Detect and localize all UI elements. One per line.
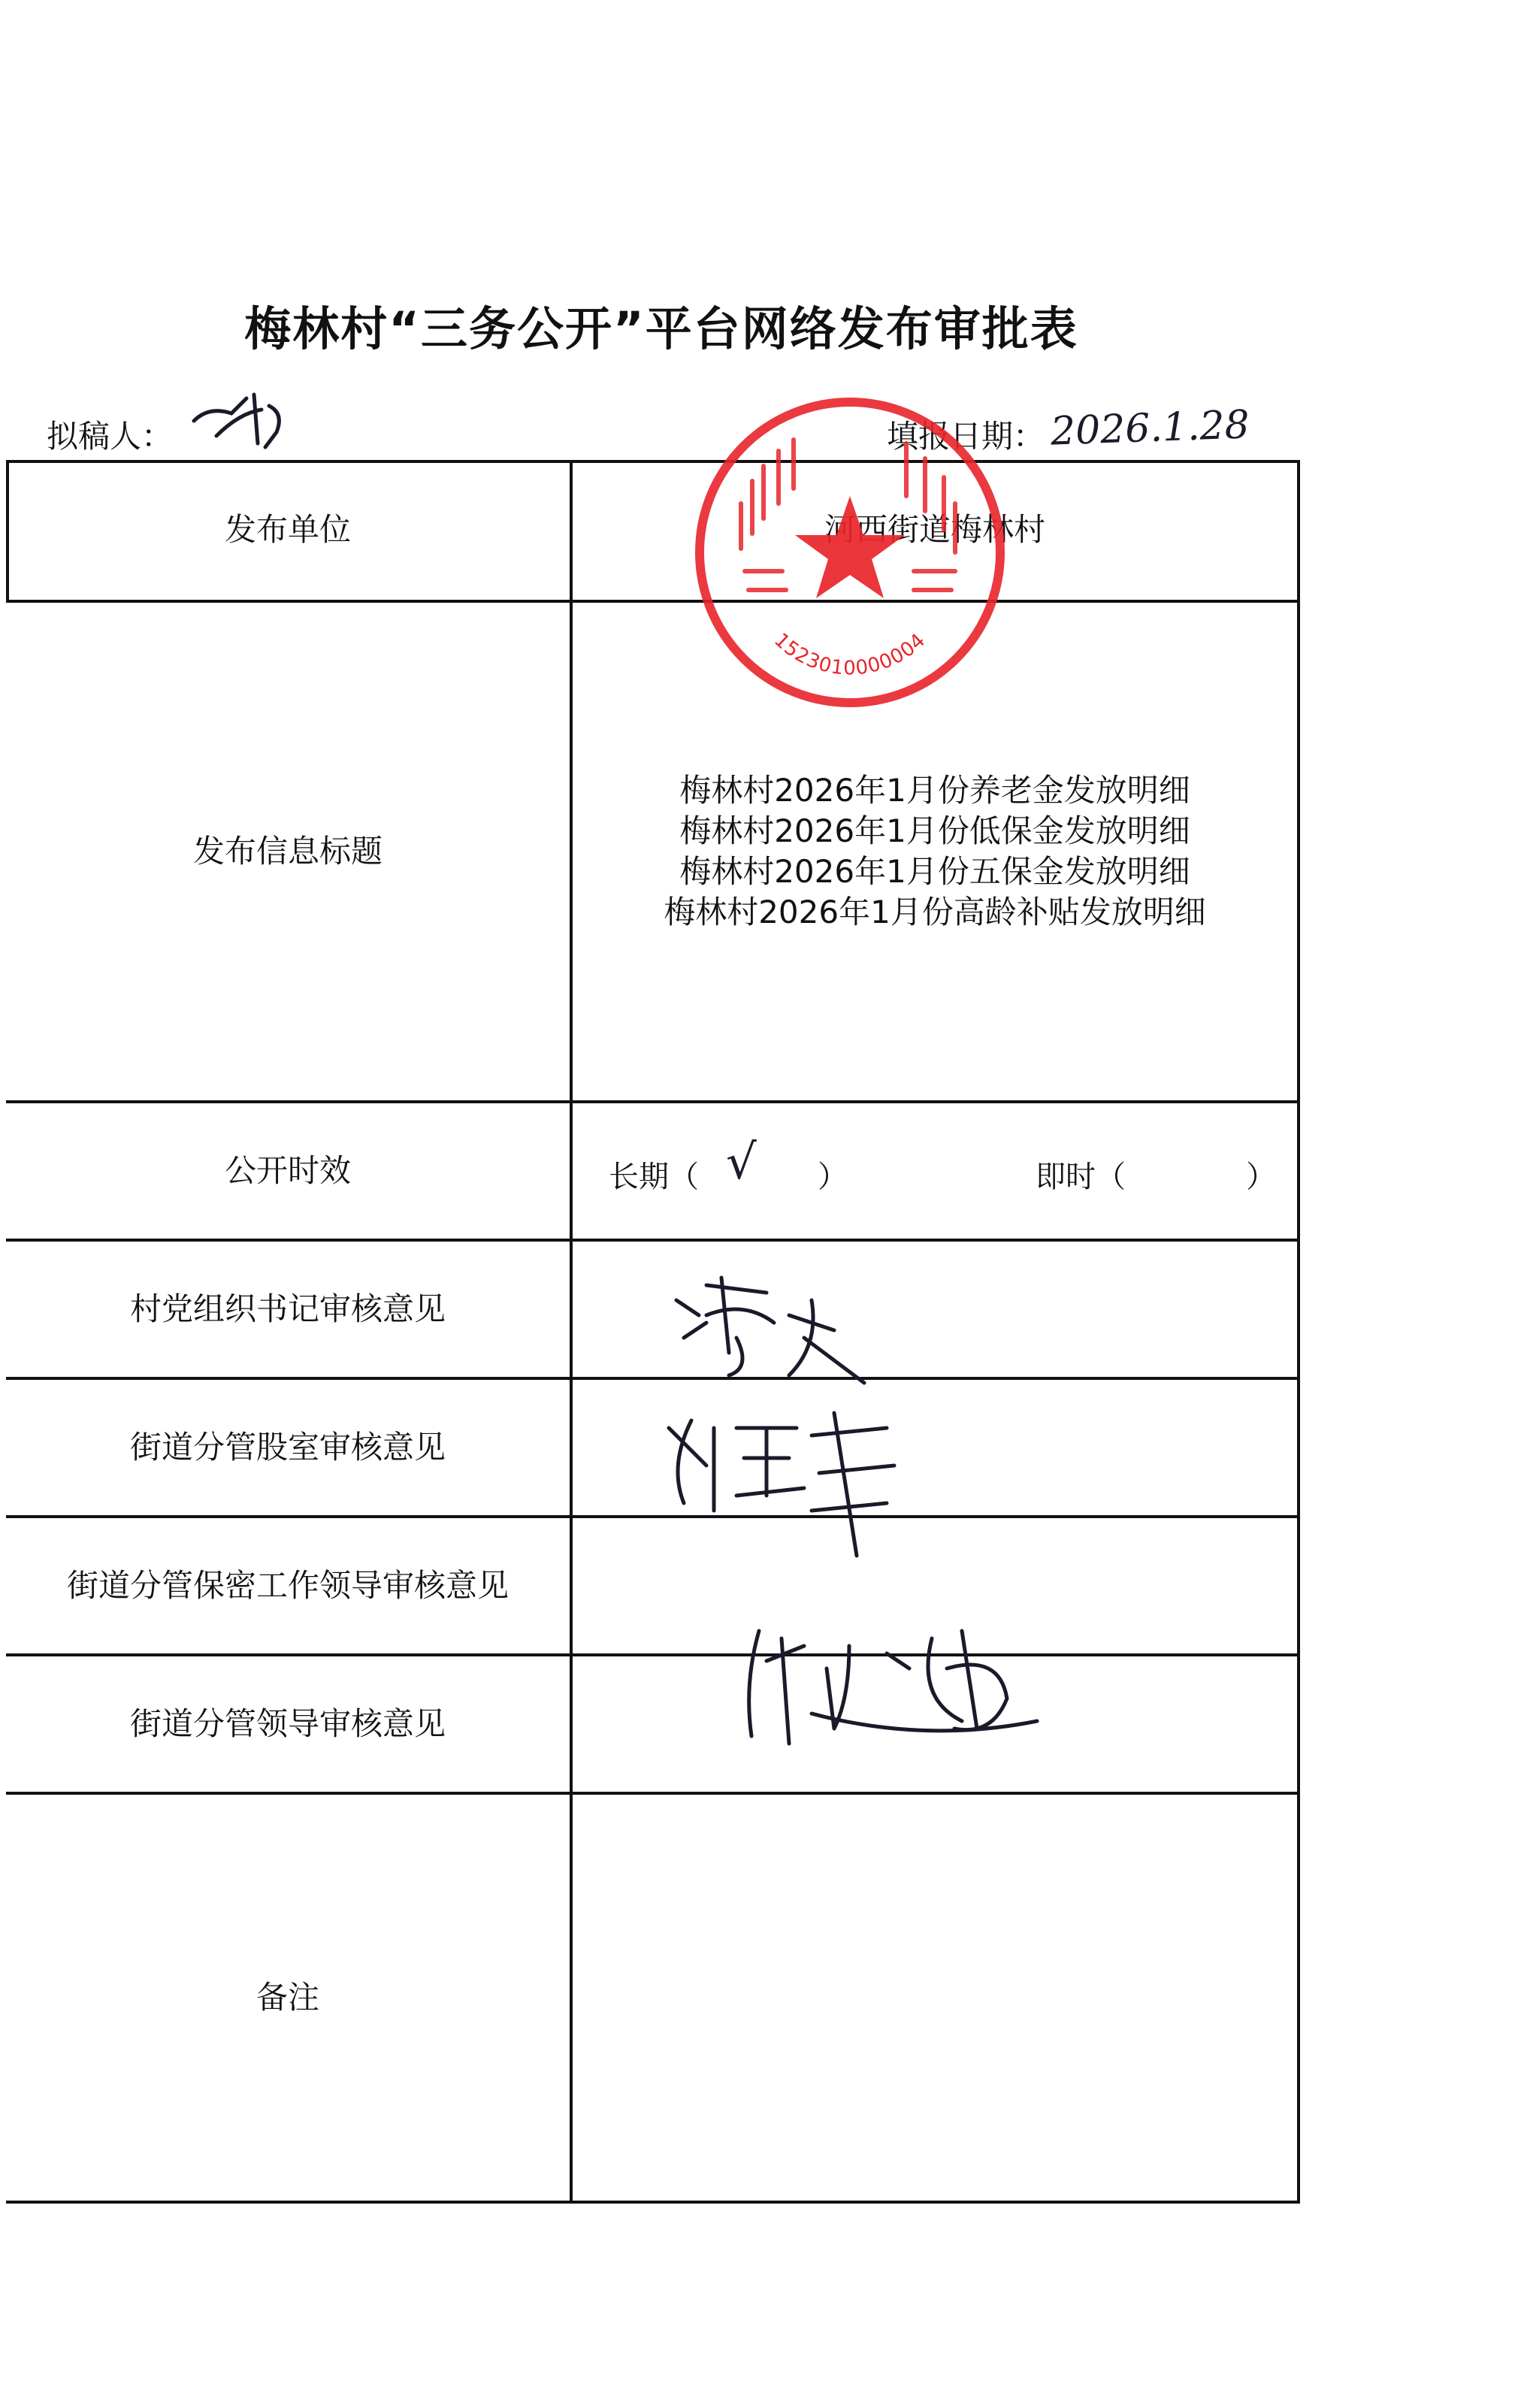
form-title: 梅林村“三务公开”平台网络发布审批表 bbox=[244, 301, 1078, 356]
remarks-label: 备注 bbox=[256, 1978, 319, 2016]
validity-label: 公开时效 bbox=[224, 1151, 351, 1189]
date-value: 2026.1.28 bbox=[1050, 402, 1250, 455]
svg-text:1523010000004 bbox=[770, 629, 930, 680]
long-term-option: 长期（ bbox=[609, 1160, 699, 1194]
long-term-close: ） bbox=[818, 1160, 848, 1194]
titles-label: 发布信息标题 bbox=[192, 832, 383, 870]
immediate-option: 即时（ bbox=[1036, 1160, 1126, 1194]
secretary-signature bbox=[661, 1270, 887, 1390]
secretary-label: 村党组织书记审核意见 bbox=[129, 1290, 446, 1327]
immediate-close: ） bbox=[1246, 1160, 1276, 1194]
publisher-value: 河西街道梅林村 bbox=[824, 510, 1045, 548]
publisher-label: 发布单位 bbox=[224, 510, 351, 548]
title-item: 梅林村2026年1月份养老金发放明细 bbox=[679, 772, 1190, 809]
leader-label: 街道分管领导审核意见 bbox=[129, 1705, 446, 1742]
title-list bbox=[664, 770, 1206, 933]
approval-table bbox=[6, 460, 1300, 2204]
title-item: 梅林村2026年1月份低保金发放明细 bbox=[679, 812, 1190, 849]
office-signature bbox=[661, 1405, 909, 1571]
drafter-label: 拟稿人： bbox=[47, 418, 174, 455]
stamp-number: 1523010000004 bbox=[770, 628, 930, 680]
drafter-signature bbox=[186, 391, 299, 451]
date-label: 填报日期： bbox=[887, 418, 1045, 455]
red-seal-stamp-icon bbox=[688, 391, 1011, 714]
check-mark-icon: √ bbox=[726, 1135, 757, 1190]
office-label: 街道分管股室审核意见 bbox=[129, 1428, 446, 1466]
title-item: 梅林村2026年1月份五保金发放明细 bbox=[679, 853, 1190, 890]
title-item: 梅林村2026年1月份高龄补贴发放明细 bbox=[664, 894, 1206, 930]
leader-signature bbox=[736, 1616, 1052, 1751]
secrecy-label: 街道分管保密工作领导审核意见 bbox=[66, 1566, 509, 1604]
